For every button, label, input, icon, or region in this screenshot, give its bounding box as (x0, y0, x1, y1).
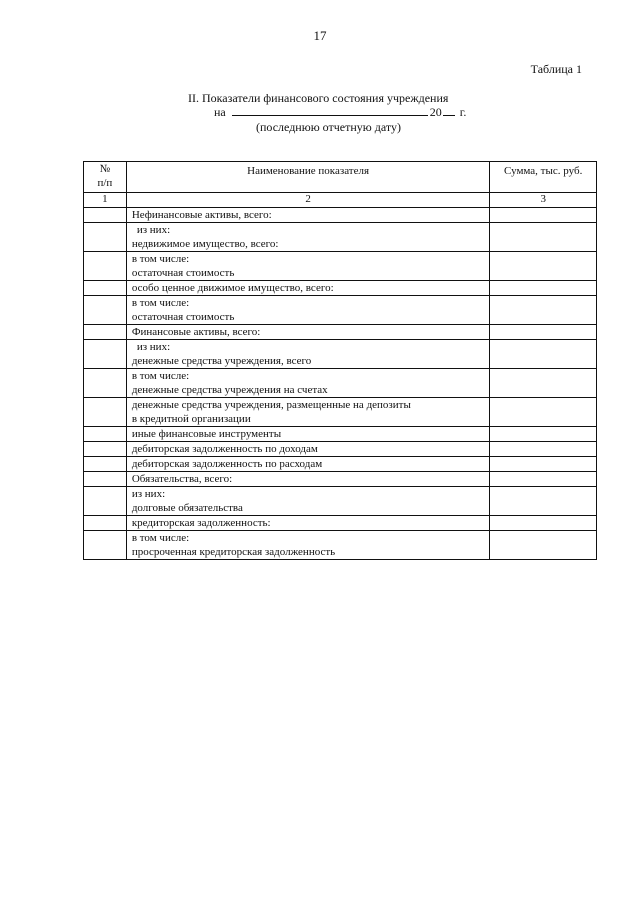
indicator-line: иные финансовые инструменты (131, 428, 282, 440)
indicator-sum (490, 340, 597, 369)
row-number (84, 223, 127, 252)
indicator-name (126, 208, 490, 223)
column-number: 1 (84, 193, 127, 208)
column-number: 2 (126, 193, 490, 208)
table-row (84, 296, 597, 325)
row-number (84, 296, 127, 325)
indicator-line: денежные средства учреждения, размещенные на депозиты (131, 399, 411, 411)
indicator-sum (490, 442, 597, 457)
row-number (84, 281, 127, 296)
row-number (84, 516, 127, 531)
indicator-sum (490, 223, 597, 252)
indicator-sum (490, 472, 597, 487)
indicator-sum (490, 208, 597, 223)
indicator-line: недвижимое имущество, всего: (131, 238, 279, 250)
report-title: II. Показатели финансового состояния учреждения (188, 91, 449, 105)
date-caption: (последнюю отчетную дату) (256, 120, 401, 134)
indicator-line: остаточная стоимость (131, 311, 235, 323)
table-row (84, 252, 597, 281)
date-blank (232, 105, 428, 116)
indicator-name (126, 457, 490, 472)
row-number (84, 442, 127, 457)
header-number-symbol: № (99, 163, 111, 175)
row-number (84, 531, 127, 560)
table-row (84, 427, 597, 442)
date-suffix: г. (459, 105, 467, 119)
indicator-sum (490, 296, 597, 325)
table-row (84, 487, 597, 516)
table-row (84, 208, 597, 223)
row-number (84, 427, 127, 442)
header-sum: Сумма, тыс. руб. (490, 162, 597, 193)
indicator-line: денежные средства учреждения, всего (131, 355, 312, 367)
date-prefix: на (214, 105, 226, 119)
table-row (84, 457, 597, 472)
table-row (84, 516, 597, 531)
row-number (84, 252, 127, 281)
indicator-sum (490, 398, 597, 427)
table-row (84, 223, 597, 252)
indicator-line: особо ценное движимое имущество, всего: (131, 282, 334, 294)
financial-indicators-table (83, 161, 597, 560)
table-row (84, 325, 597, 340)
indicator-name (126, 472, 490, 487)
indicator-line: в том числе: (131, 297, 190, 309)
page-number: 17 (313, 28, 327, 43)
indicator-sum (490, 487, 597, 516)
row-number (84, 398, 127, 427)
indicator-name (126, 531, 490, 560)
row-number (84, 487, 127, 516)
header-number (84, 162, 127, 193)
table-row (84, 472, 597, 487)
indicator-line: Финансовые активы, всего: (131, 326, 261, 338)
indicator-name (126, 340, 490, 369)
indicator-sum (490, 369, 597, 398)
indicator-name (126, 325, 490, 340)
column-number-row (84, 193, 597, 208)
indicator-sum (490, 325, 597, 340)
indicator-line: просроченная кредиторская задолженность (131, 546, 336, 558)
indicator-sum (490, 427, 597, 442)
indicator-name (126, 369, 490, 398)
row-number (84, 457, 127, 472)
indicator-name (126, 442, 490, 457)
indicator-name (126, 281, 490, 296)
indicator-name (126, 252, 490, 281)
date-line (214, 105, 466, 120)
row-number (84, 340, 127, 369)
indicator-sum (490, 516, 597, 531)
indicator-line: в том числе: (131, 253, 190, 265)
table-row (84, 531, 597, 560)
header-indicator-name: Наименование показателя (126, 162, 490, 193)
indicator-line: в том числе: (131, 532, 190, 544)
header-number-abbr: п/п (97, 177, 113, 189)
indicator-line: из них: (131, 488, 166, 500)
indicator-name (126, 427, 490, 442)
indicator-name (126, 223, 490, 252)
indicator-sum (490, 531, 597, 560)
indicator-line: из них: (136, 224, 171, 236)
indicator-line: Нефинансовые активы, всего: (131, 209, 272, 221)
indicator-sum (490, 281, 597, 296)
indicator-line: Обязательства, всего: (131, 473, 233, 485)
indicator-name (126, 516, 490, 531)
indicator-line: из них: (136, 341, 171, 353)
indicator-line: остаточная стоимость (131, 267, 235, 279)
table-row (84, 398, 597, 427)
indicator-line: в том числе: (131, 370, 190, 382)
table-row (84, 281, 597, 296)
indicator-sum (490, 457, 597, 472)
indicator-line: дебиторская задолженность по расходам (131, 458, 323, 470)
table-row (84, 340, 597, 369)
year-blank (443, 105, 455, 116)
indicator-line: долговые обязательства (131, 502, 243, 514)
header-row (84, 162, 597, 193)
indicator-line: дебиторская задолженность по доходам (131, 443, 318, 455)
indicator-name (126, 398, 490, 427)
column-number: 3 (490, 193, 597, 208)
indicator-line: денежные средства учреждения на счетах (131, 384, 328, 396)
row-number (84, 369, 127, 398)
row-number (84, 325, 127, 340)
indicator-line: кредиторская задолженность: (131, 517, 271, 529)
row-number (84, 208, 127, 223)
table-label: Таблица 1 (530, 62, 582, 76)
indicator-name (126, 487, 490, 516)
indicator-sum (490, 252, 597, 281)
indicator-line: в кредитной организации (131, 413, 251, 425)
table-row (84, 369, 597, 398)
table-row (84, 442, 597, 457)
date-year: 20 (429, 105, 442, 119)
indicator-name (126, 296, 490, 325)
row-number (84, 472, 127, 487)
